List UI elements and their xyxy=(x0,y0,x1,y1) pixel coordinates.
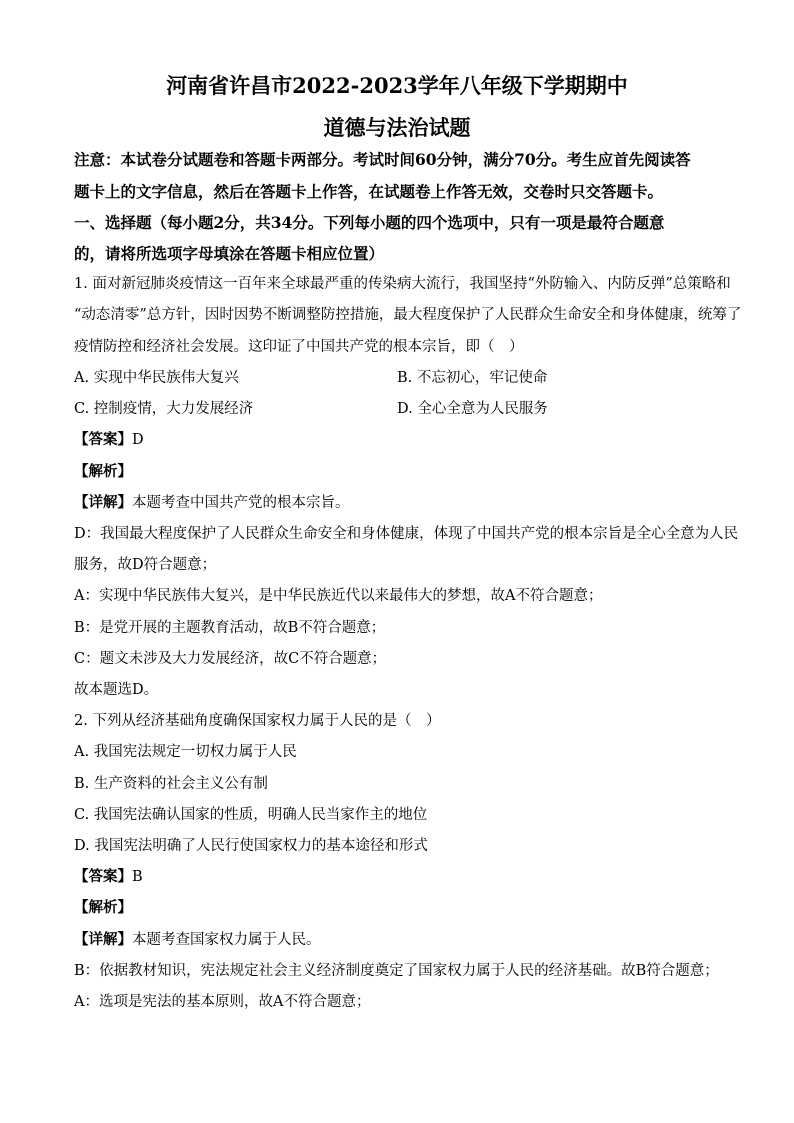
q2-answer-tag: 【答案】 xyxy=(74,868,132,885)
q2-analysis-tag xyxy=(74,898,132,918)
q2-option-d: D. 我国宪法明确了人民行使国家权力的基本途径和形式 xyxy=(74,838,428,854)
q1-analysis-tag xyxy=(74,462,132,482)
q2-detail xyxy=(74,930,321,950)
q1-answer-value: D xyxy=(132,432,144,448)
q2-stem: 2. 下列从经济基础角度确保国家权力属于人民的是（ ） xyxy=(74,713,441,729)
q1-explanation-line-5: C：题文未涉及大力发展经济，故C不符合题意； xyxy=(74,651,387,667)
q1-detail xyxy=(74,493,350,513)
q2-explanation-line-2: A：选项是宪法的基本原则，故A不符合题意； xyxy=(74,994,371,1010)
q1-option-c: C. 控制疫情，大力发展经济 xyxy=(74,401,254,417)
q1-explanation-line-1: D：我国最大程度保护了人民群众生命安全和身体健康，体现了中国共产党的根本宗旨是全心全意为人民 xyxy=(74,526,739,542)
q2-analysis-label: 【解析】 xyxy=(74,899,132,916)
q2-detail-tag: 【详解】 xyxy=(74,931,132,948)
q1-detail-text: 本题考查中国共产党的根本宗旨。 xyxy=(132,495,350,511)
q2-option-c: C. 我国宪法确认国家的性质，明确人民当家作主的地位 xyxy=(74,807,428,823)
q1-stem-line-1: 1. 面对新冠肺炎疫情这一百年来全球最严重的传染病大流行，我国坚持“外防输入、内防反弹”总策略和 xyxy=(74,276,731,292)
q1-option-b: B. 不忘初心，牢记使命 xyxy=(397,370,548,386)
q2-answer-value: B xyxy=(132,869,143,885)
q1-option-a: A. 实现中华民族伟大复兴 xyxy=(74,370,239,386)
q1-explanation-line-4: B：是党开展的主题教育活动，故B不符合题意； xyxy=(74,620,386,636)
q1-explanation-line-2: 服务，故D符合题意； xyxy=(74,557,217,573)
q1-stem-line-2: “动态清零”总方针，因时因势不断调整防控措施，最大程度保护了人民群众生命安全和身体健康，统筹了 xyxy=(74,307,742,323)
notice-line-2: 题卡上的文字信息，然后在答题卡上作答，在试题卷上作答无效，交卷时只交答题卡。 xyxy=(74,182,664,201)
q2-detail-text: 本题考查国家权力属于人民。 xyxy=(132,932,321,948)
q1-conclusion: 故本题选D。 xyxy=(74,682,159,698)
q1-detail-tag: 【详解】 xyxy=(74,494,132,511)
q1-option-d: D. 全心全意为人民服务 xyxy=(397,401,548,417)
q1-answer-tag: 【答案】 xyxy=(74,431,132,448)
notice-line-1: 注意：本试卷分试题卷和答题卡两部分。考试时间60分钟，满分70分。考生应首先阅读答 xyxy=(74,150,691,169)
q2-option-b: B. 生产资料的社会主义公有制 xyxy=(74,776,268,792)
q2-answer xyxy=(74,867,143,887)
q1-stem-line-3: 疫情防控和经济社会发展。这印证了中国共产党的根本宗旨，即（ ） xyxy=(74,339,524,355)
q2-option-a: A. 我国宪法规定一切权力属于人民 xyxy=(74,744,297,760)
exam-title: 河南省许昌市2022-2023学年八年级下学期期中 xyxy=(166,73,628,98)
section-heading-line-2: 的，请将所选项字母填涂在答题卡相应位置） xyxy=(74,244,385,263)
q1-answer xyxy=(74,430,144,450)
section-heading-line-1: 一、选择题（每小题2分，共34分。下列每小题的四个选项中，只有一项是最符合题意 xyxy=(74,213,665,232)
exam-subtitle: 道德与法治试题 xyxy=(323,115,471,140)
q1-analysis-label: 【解析】 xyxy=(74,463,132,480)
q1-explanation-line-3: A：实现中华民族伟大复兴，是中华民族近代以来最伟大的梦想，故A不符合题意； xyxy=(74,588,603,604)
q2-explanation-line-1: B：依据教材知识，宪法规定社会主义经济制度奠定了国家权力属于人民的经济基础。故B符合题意； xyxy=(74,963,719,979)
